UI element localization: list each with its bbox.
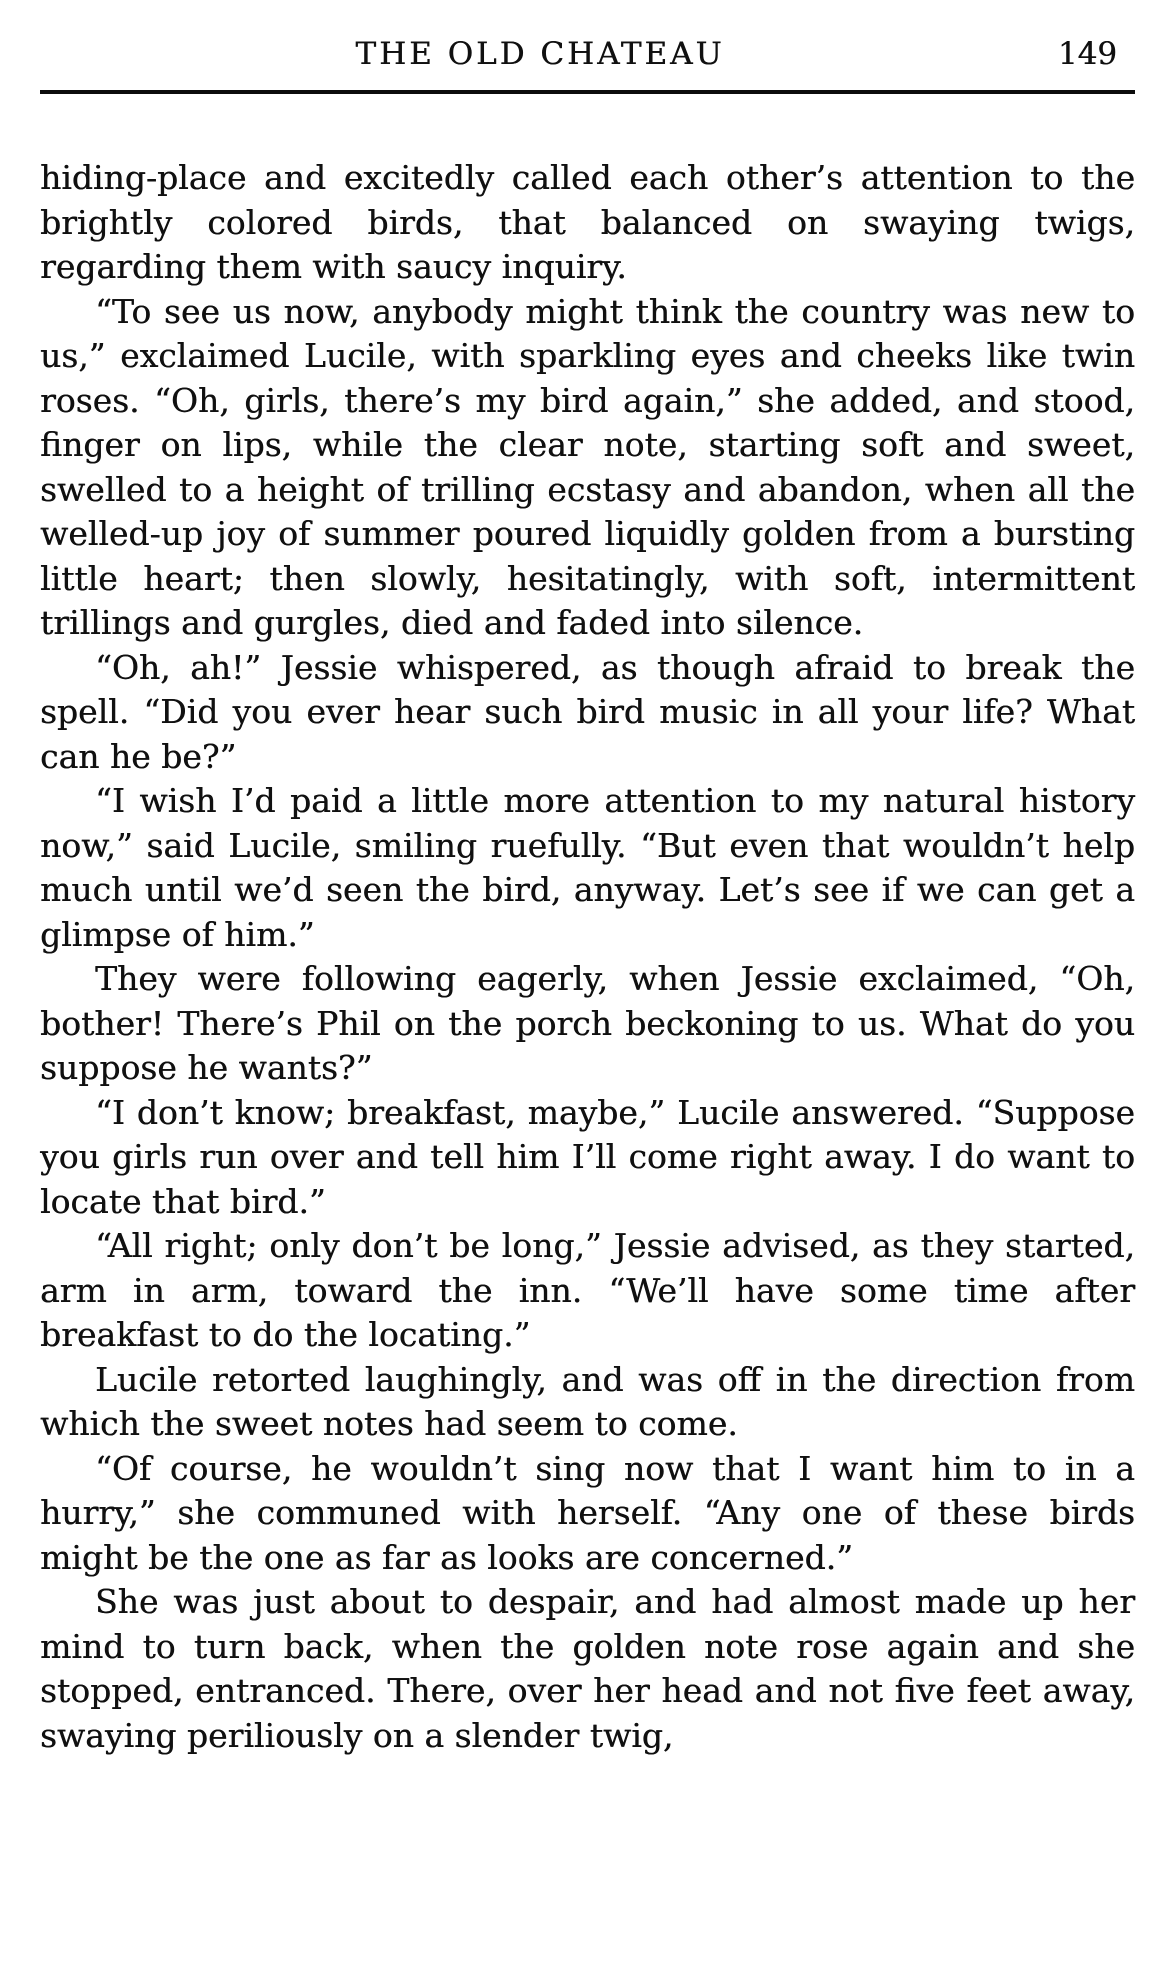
paragraph: “I wish I’d paid a little more attention to my natural history now,” said Lucile, smiling ruefully. “But even that wouldn’t help much until we’d seen the bird, anyway. Let’s see if we can get a glimpse of him.”: [40, 781, 1135, 954]
running-header: [40, 36, 1135, 82]
paragraph: They were following eagerly, when Jessie exclaimed, “Oh, bother! There’s Phil on the porch beckoning to us. What do you suppose he wants?”: [40, 959, 1135, 1087]
paragraph: “All right; only don’t be long,” Jessie advised, as they started, arm in arm, toward the inn. “We’ll have some time after breakfast to do the locating.”: [40, 1226, 1135, 1354]
paragraph: “I don’t know; breakfast, maybe,” Lucile answered. “Suppose you girls run over and tell him I’ll come right away. I do want to locate that bird.”: [40, 1092, 1135, 1221]
paragraph: Lucile retorted laughingly, and was off in the direction from which the sweet notes had seem to come.: [40, 1359, 1135, 1443]
paragraph: hiding-place and excitedly called each other’s attention to the brightly colored birds, that balanced on swaying twigs, regarding them with saucy inquiry.: [40, 158, 1135, 286]
header-rule: [40, 90, 1135, 94]
paragraph: She was just about to despair, and had almost made up her mind to turn back, when the golden note rose again and she stopped, entranced. There, over her head and not five feet away, swaying periliously on a slender twig,: [40, 1582, 1135, 1755]
page-title: THE OLD CHATEAU: [355, 36, 725, 72]
paragraph: “Of course, he wouldn’t sing now that I want him to in a hurry,” she communed with herself. “Any one of these birds might be the one as far as looks are concerned.”: [40, 1448, 1135, 1577]
page-body: [40, 156, 1135, 1758]
paragraph: “To see us now, anybody might think the country was new to us,” exclaimed Lucile, with sparkling eyes and cheeks like twin roses. “Oh, girls, there’s my bird again,” she added, and stood, finger on lips, while the clear note, starting soft and sweet, swelled to a height of trilling ecstasy and abandon, when all the welled-up joy of summer poured liquidly golden from a bursting little heart; then slowly, hesitatingly, with soft, intermittent trillings and gurgles, died and faded into silence.: [40, 291, 1135, 642]
paragraph: “Oh, ah!” Jessie whispered, as though afraid to break the spell. “Did you ever hear such bird music in all your life? What can he be?”: [40, 647, 1135, 776]
page-number: 149: [1057, 36, 1117, 72]
